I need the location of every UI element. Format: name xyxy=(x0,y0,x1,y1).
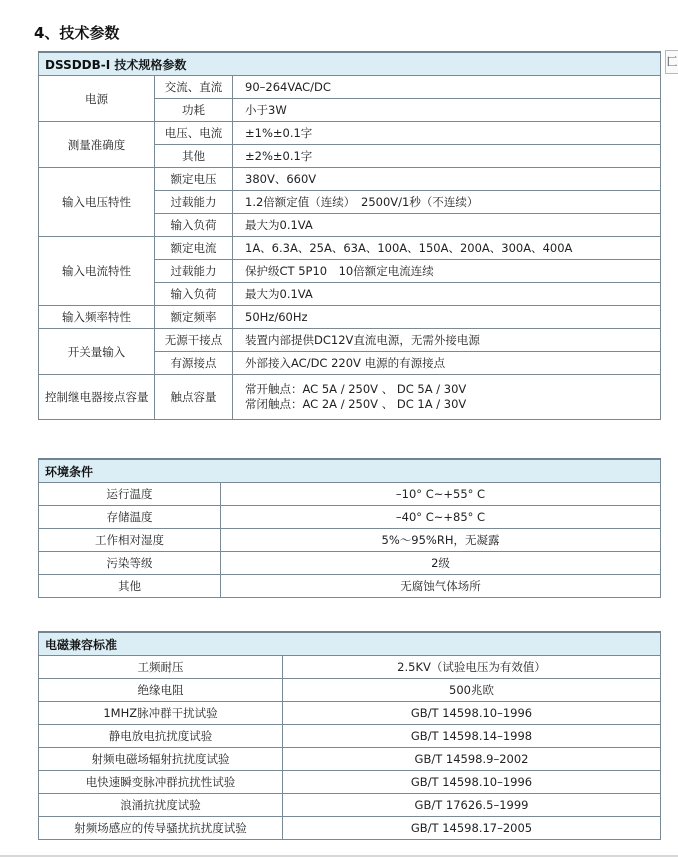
emc-value-cell: GB/T 14598.10–1996 xyxy=(283,702,661,725)
param-name-cell: 电压、电流 xyxy=(155,122,233,145)
emc-value-cell: 2.5KV（试验电压为有效值） xyxy=(283,656,661,679)
param-value-cell: 90–264VAC/DC xyxy=(233,76,661,99)
table-row xyxy=(39,552,661,575)
emc-name-cell: 浪涌抗扰度试验 xyxy=(39,794,283,817)
value-line: 常闭触点：AC 2A / 250V 、 DC 1A / 30V xyxy=(245,397,467,411)
env-value-cell: –10° C~+55° C xyxy=(221,483,661,506)
table-row xyxy=(39,483,661,506)
table-row xyxy=(39,237,661,260)
section-title: 4、技术参数 xyxy=(34,24,120,42)
env-name-cell: 运行温度 xyxy=(39,483,221,506)
env-name-cell: 污染等级 xyxy=(39,552,221,575)
value-line: 常开触点：AC 5A / 250V 、 DC 5A / 30V xyxy=(245,382,467,396)
env-value-cell: 5%～95%RH，无凝露 xyxy=(221,529,661,552)
env-value-cell: 无腐蚀气体场所 xyxy=(221,575,661,598)
param-name-cell: 触点容量 xyxy=(155,375,233,420)
emc-name-cell: 绝缘电阻 xyxy=(39,679,283,702)
spec-table xyxy=(38,51,661,420)
emc-value-cell: GB/T 14598.9–2002 xyxy=(283,748,661,771)
table-row xyxy=(39,122,661,145)
param-value-cell: 保护级CT 5P10 10倍额定电流连续 xyxy=(233,260,661,283)
category-cell: 输入频率特性 xyxy=(39,306,155,329)
emc-table-title: 电磁兼容标准 xyxy=(39,632,661,656)
param-value-cell: 装置内部提供DC12V直流电源，无需外接电源 xyxy=(233,329,661,352)
emc-table xyxy=(38,631,661,840)
param-name-cell: 有源接点 xyxy=(155,352,233,375)
param-value-cell xyxy=(233,375,661,420)
param-name-cell: 无源干接点 xyxy=(155,329,233,352)
table-row xyxy=(39,702,661,725)
env-table-header-row xyxy=(39,459,661,483)
param-value-cell: 小于3W xyxy=(233,99,661,122)
emc-value-cell: GB/T 17626.5–1999 xyxy=(283,794,661,817)
param-name-cell: 额定电流 xyxy=(155,237,233,260)
table-row xyxy=(39,306,661,329)
env-value-cell: –40° C~+85° C xyxy=(221,506,661,529)
table-row xyxy=(39,375,661,420)
param-value-cell: 1A、6.3A、25A、63A、100A、150A、200A、300A、400A xyxy=(233,237,661,260)
emc-table-header-row xyxy=(39,632,661,656)
spec-table-header-row xyxy=(39,52,661,76)
category-cell: 输入电压特性 xyxy=(39,168,155,237)
param-name-cell: 过载能力 xyxy=(155,260,233,283)
category-cell: 开关量输入 xyxy=(39,329,155,375)
env-table xyxy=(38,458,661,598)
category-cell: 控制继电器接点容量 xyxy=(39,375,155,420)
param-name-cell: 交流、直流 xyxy=(155,76,233,99)
emc-value-cell: GB/T 14598.14–1998 xyxy=(283,725,661,748)
emc-value-cell: GB/T 14598.17–2005 xyxy=(283,817,661,840)
param-value-cell: 最大为0.1VA xyxy=(233,283,661,306)
emc-value-cell: GB/T 14598.10–1996 xyxy=(283,771,661,794)
category-cell: 电源 xyxy=(39,76,155,122)
param-name-cell: 功耗 xyxy=(155,99,233,122)
table-row xyxy=(39,656,661,679)
param-value-cell: 50Hz/60Hz xyxy=(233,306,661,329)
param-value-cell: 外部接入AC/DC 220V 电源的有源接点 xyxy=(233,352,661,375)
table-row xyxy=(39,748,661,771)
table-row xyxy=(39,725,661,748)
param-value-cell: 1.2倍额定值（连续） 2500V/1秒（不连续） xyxy=(233,191,661,214)
table-row xyxy=(39,168,661,191)
spec-table-title: DSSDDB-I 技术规格参数 xyxy=(39,52,661,76)
category-cell: 输入电流特性 xyxy=(39,237,155,306)
emc-value-cell: 500兆欧 xyxy=(283,679,661,702)
table-row xyxy=(39,529,661,552)
param-value-cell: ±1%±0.1字 xyxy=(233,122,661,145)
env-value-cell: 2级 xyxy=(221,552,661,575)
env-name-cell: 其他 xyxy=(39,575,221,598)
env-name-cell: 存储温度 xyxy=(39,506,221,529)
param-value-cell: 最大为0.1VA xyxy=(233,214,661,237)
param-value-cell: ±2%±0.1字 xyxy=(233,145,661,168)
side-tab[interactable]: 匚 xyxy=(665,50,678,74)
table-row xyxy=(39,329,661,352)
table-row xyxy=(39,575,661,598)
emc-name-cell: 静电放电抗扰度试验 xyxy=(39,725,283,748)
emc-name-cell: 射频电磁场辐射抗扰度试验 xyxy=(39,748,283,771)
table-row xyxy=(39,817,661,840)
emc-name-cell: 1MHZ脉冲群干扰试验 xyxy=(39,702,283,725)
param-name-cell: 其他 xyxy=(155,145,233,168)
env-table-title: 环境条件 xyxy=(39,459,661,483)
emc-name-cell: 电快速瞬变脉冲群抗扰性试验 xyxy=(39,771,283,794)
param-name-cell: 过载能力 xyxy=(155,191,233,214)
param-name-cell: 额定频率 xyxy=(155,306,233,329)
emc-name-cell: 工频耐压 xyxy=(39,656,283,679)
table-row xyxy=(39,771,661,794)
param-name-cell: 输入负荷 xyxy=(155,214,233,237)
table-row xyxy=(39,794,661,817)
param-name-cell: 输入负荷 xyxy=(155,283,233,306)
emc-name-cell: 射频场感应的传导骚扰抗扰度试验 xyxy=(39,817,283,840)
table-row xyxy=(39,76,661,99)
table-row xyxy=(39,506,661,529)
category-cell: 测量准确度 xyxy=(39,122,155,168)
param-name-cell: 额定电压 xyxy=(155,168,233,191)
env-name-cell: 工作相对湿度 xyxy=(39,529,221,552)
param-value-cell: 380V、660V xyxy=(233,168,661,191)
table-row xyxy=(39,679,661,702)
